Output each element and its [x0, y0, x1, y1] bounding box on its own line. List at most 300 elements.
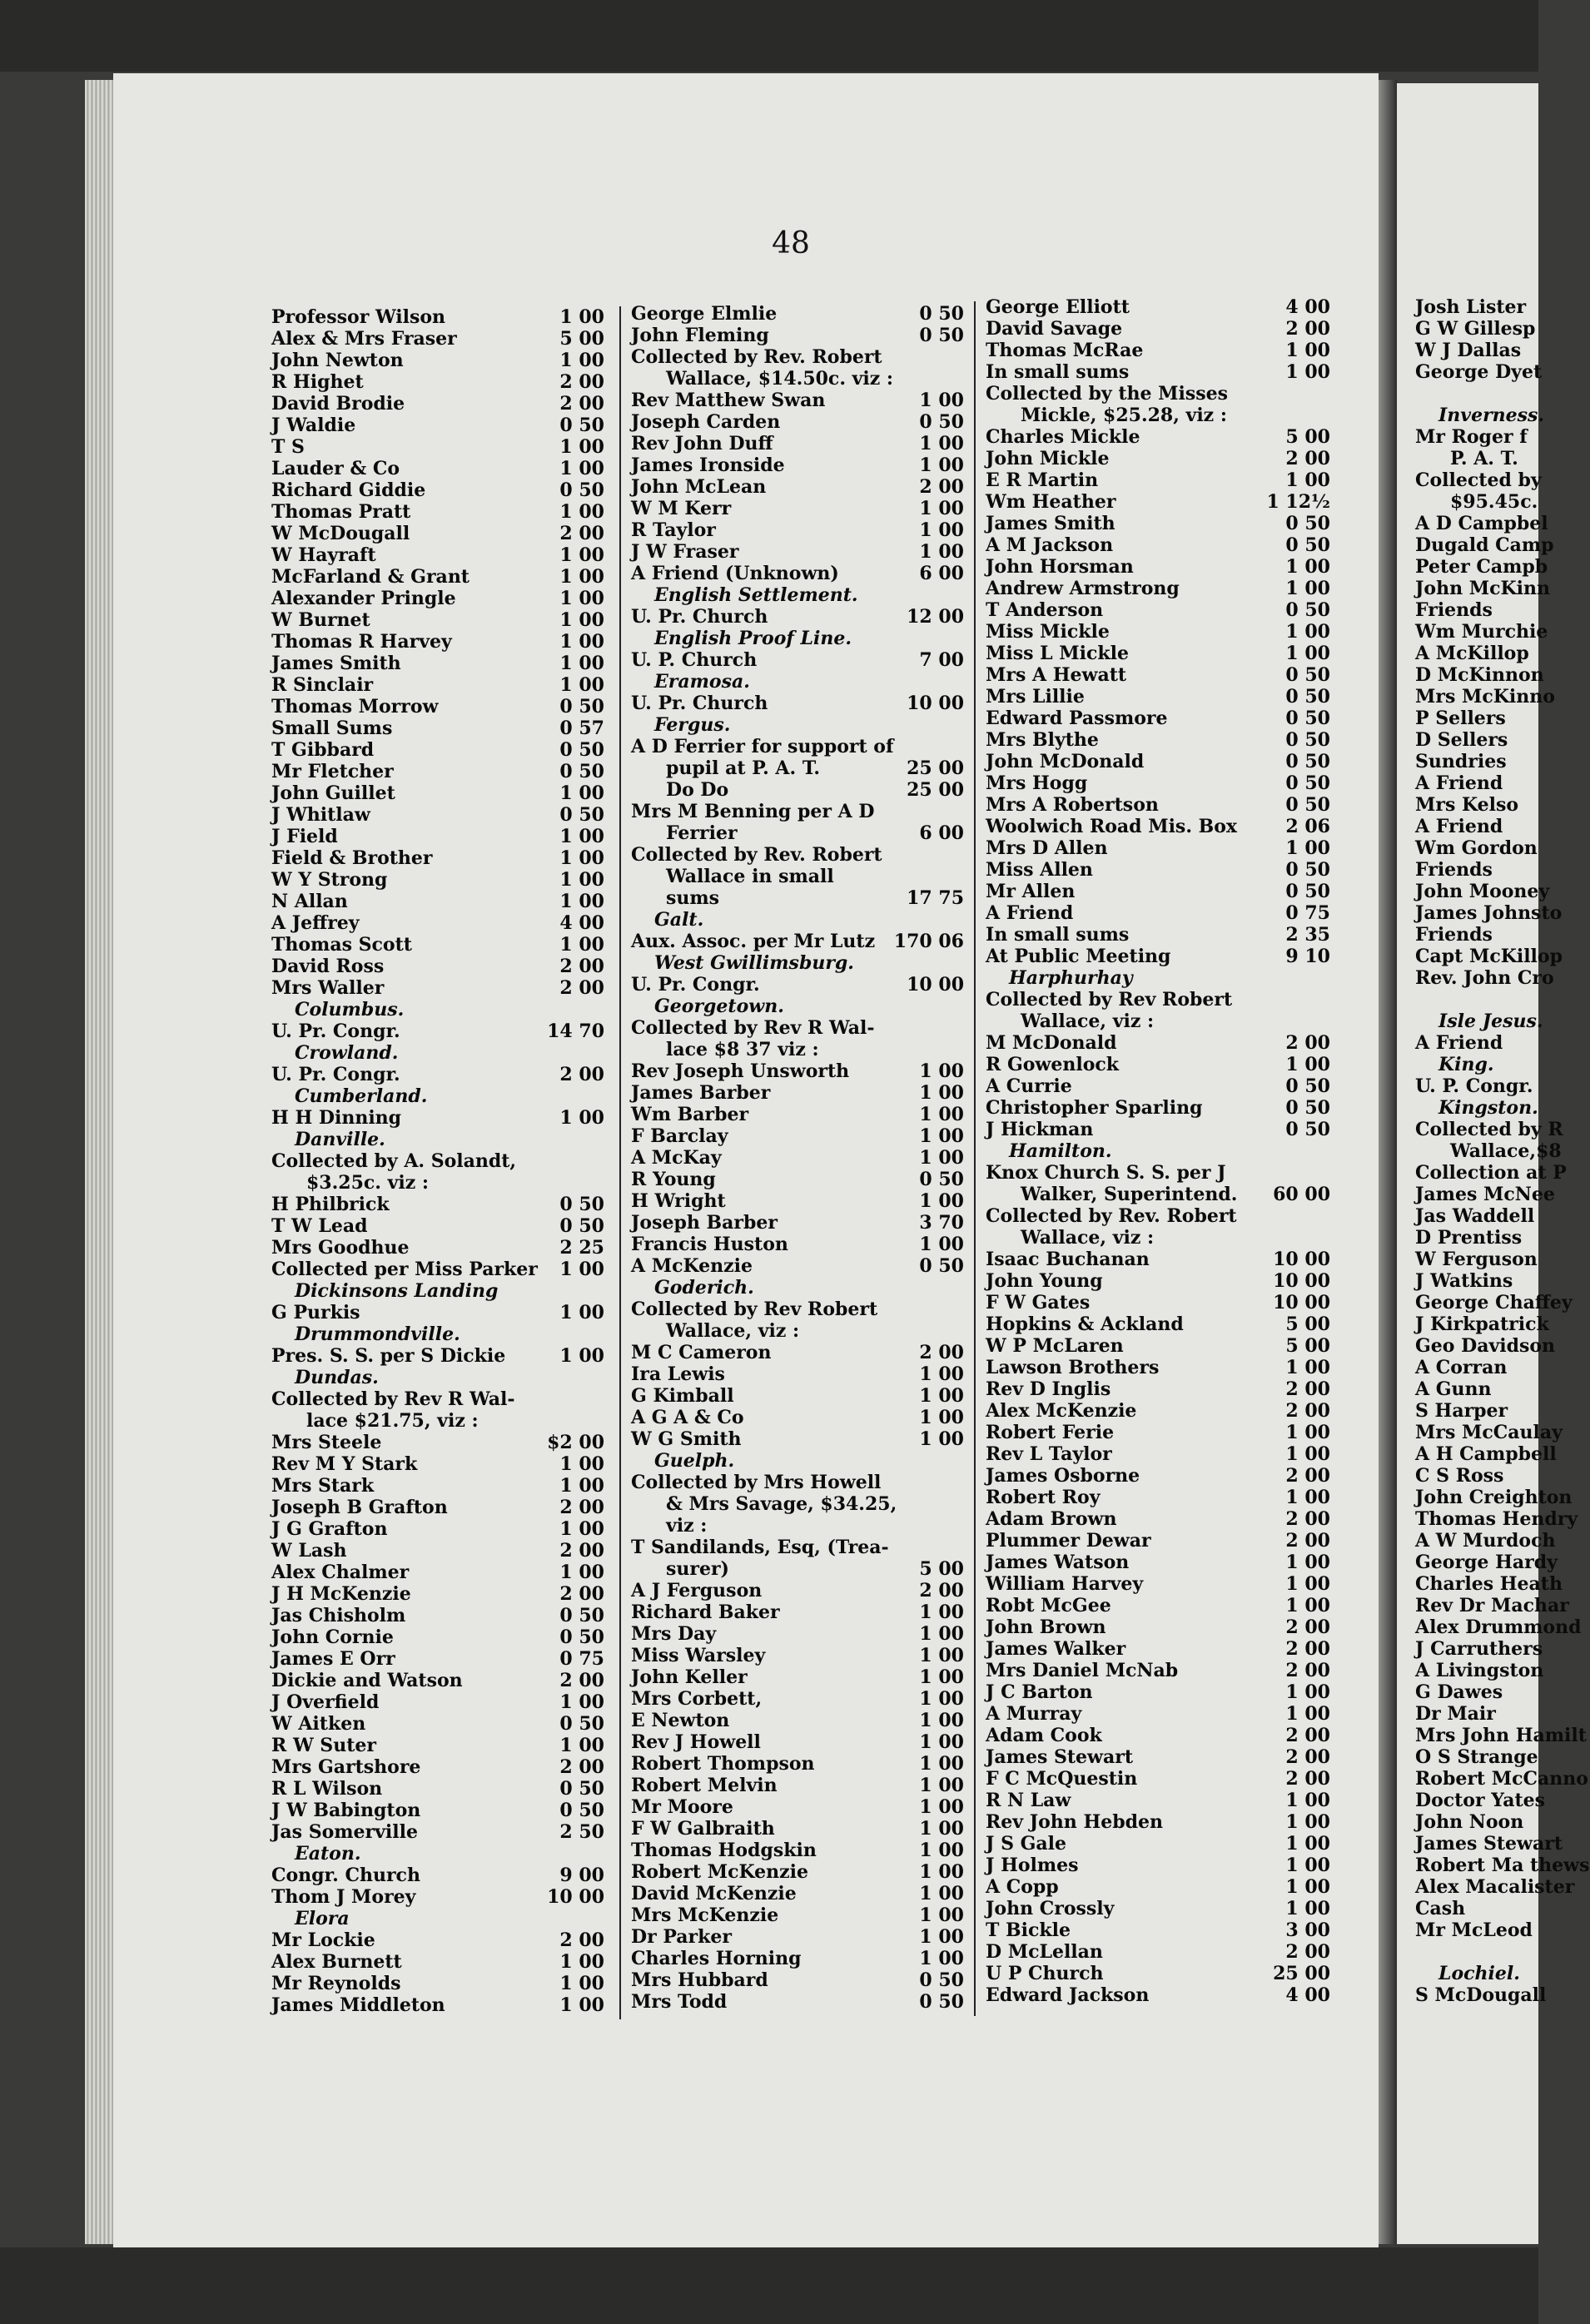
amount: 1 00: [919, 1926, 964, 1948]
contributor-name: R N Law: [986, 1790, 1071, 1811]
list-item: [631, 1515, 964, 1537]
contributor-name: U. Pr. Church: [631, 693, 768, 714]
amount: [882, 844, 964, 866]
amount: 2 50: [559, 1821, 604, 1843]
amount: 1 00: [919, 390, 964, 411]
list-item: [986, 578, 1330, 599]
amount: [866, 952, 964, 974]
amount: 1 00: [559, 869, 604, 891]
contributor-name: H H Dinning: [271, 1107, 402, 1129]
amount: 1 00: [919, 1666, 964, 1688]
list-item: [986, 361, 1330, 383]
list-item: [986, 1184, 1330, 1205]
book-gutter: [1379, 80, 1397, 2244]
list-item: [631, 1082, 964, 1104]
contributor-name: James E Orr: [271, 1648, 395, 1670]
list-item: [986, 1465, 1330, 1487]
list-item: [1415, 426, 1557, 448]
contributor-name: Friends: [1415, 599, 1493, 621]
list-item: [271, 847, 604, 869]
amount: 1 00: [559, 653, 604, 674]
place-heading: [986, 967, 1330, 989]
contributor-name: David Savage: [986, 318, 1123, 340]
amount: 1 00: [559, 826, 604, 847]
list-item: [1415, 1270, 1557, 1292]
list-item: [271, 674, 604, 696]
amount: [1232, 405, 1330, 426]
amount: 2 25: [559, 1237, 604, 1259]
list-item: [271, 1626, 604, 1648]
list-item: [631, 1190, 964, 1212]
contributor-name: At Public Meeting: [986, 946, 1171, 967]
list-item: [986, 1508, 1330, 1530]
list-item: [271, 934, 604, 956]
amount: [504, 1172, 604, 1194]
contributor-name: F W Gates: [986, 1292, 1091, 1313]
contributor-name: Guelph.: [654, 1450, 735, 1472]
contributor-name: T W Lead: [271, 1215, 368, 1237]
contributor-name: J Watkins: [1415, 1270, 1513, 1292]
list-item: [986, 1660, 1330, 1681]
list-item: [271, 415, 604, 436]
contributor-name: J S Gale: [986, 1833, 1067, 1855]
contributor-name: Mr Allen: [986, 881, 1076, 902]
amount: 1 00: [919, 1190, 964, 1212]
list-item: [631, 1320, 964, 1342]
contributor-name: Adam Cook: [986, 1725, 1102, 1746]
amount: 10 00: [907, 974, 964, 996]
amount: 1 00: [1285, 1573, 1330, 1595]
contributor-name: C S Ross: [1415, 1465, 1504, 1487]
contributor-name: Collected by the Misses: [986, 383, 1228, 405]
list-item: [271, 1691, 604, 1713]
contributor-name: A Friend: [1415, 816, 1503, 837]
contributor-name: J Whitlaw: [271, 804, 370, 826]
amount: 1 00: [1285, 1790, 1330, 1811]
amount: 2 00: [1285, 318, 1330, 340]
amount: 2 00: [559, 1583, 604, 1605]
amount: 2 35: [1285, 924, 1330, 946]
contributor-name: Wallace, viz :: [666, 1320, 800, 1342]
list-item: [271, 761, 604, 782]
place-heading: [271, 999, 604, 1020]
contributor-name: George Hardy: [1415, 1552, 1558, 1573]
amount: 2 00: [559, 1929, 604, 1951]
amount: 0 50: [919, 325, 964, 346]
contributor-name: Collected by R: [1415, 1119, 1563, 1140]
list-item: [1415, 1508, 1578, 1530]
list-item: [271, 891, 604, 912]
list-item: [1415, 1530, 1557, 1552]
contributor-name: Jas Waddell: [1415, 1205, 1535, 1227]
list-item: [631, 1818, 964, 1840]
contributor-name: English Proof Line.: [654, 628, 852, 649]
list-item: [1415, 946, 1563, 967]
amount: 0 50: [1285, 1119, 1330, 1140]
list-item: [986, 383, 1330, 405]
list-item: [631, 1710, 964, 1731]
list-item: [986, 556, 1330, 578]
contributor-name: John McKinn: [1415, 578, 1550, 599]
place-heading: [271, 1843, 604, 1865]
amount: [874, 801, 964, 822]
contributor-name: Mrs Day: [631, 1623, 717, 1645]
amount: [866, 714, 964, 736]
amount: 1 00: [1285, 556, 1330, 578]
contributor-name: Thomas Morrow: [271, 696, 439, 718]
contributor-name: A D Campbel: [1415, 513, 1548, 534]
list-item: [1415, 859, 1557, 881]
amount: 2 00: [559, 371, 604, 393]
amount: 0 50: [1285, 686, 1330, 708]
contributor-name: Thomas Pratt: [271, 501, 411, 523]
list-item: [271, 1432, 604, 1453]
list-item: [631, 1363, 964, 1385]
contributor-name: Edward Passmore: [986, 708, 1168, 729]
list-item: [1415, 1660, 1557, 1681]
list-item: [1415, 1357, 1557, 1378]
contributor-name: G W Gillesp: [1415, 318, 1536, 340]
amount: 1 00: [559, 1994, 604, 2016]
amount: 1 00: [1285, 1876, 1330, 1898]
list-item: [631, 1407, 964, 1428]
list-item: [631, 519, 964, 541]
amount: 3 70: [919, 1212, 964, 1234]
list-item: [986, 469, 1330, 491]
list-item: [631, 1472, 964, 1493]
list-item: [986, 1746, 1330, 1768]
amount: 1 00: [1285, 1422, 1330, 1443]
list-item: [1415, 1313, 1557, 1335]
list-item: [271, 1020, 604, 1042]
amount: 1 00: [559, 1562, 604, 1583]
contributor-name: John Brown: [986, 1616, 1106, 1638]
list-item: [271, 1497, 604, 1518]
contributor-name: Mickle, $25.28, viz :: [1021, 405, 1227, 426]
list-item: [1415, 1573, 1563, 1595]
amount: 60 00: [1273, 1184, 1330, 1205]
amount: 1 00: [1285, 1811, 1330, 1833]
contributor-name: Collected by Rev. Robert: [631, 346, 882, 368]
contributor-name: Mrs D Allen: [986, 837, 1108, 859]
amount: 9 00: [559, 1865, 604, 1886]
list-item: [631, 1558, 964, 1580]
contributor-name: James Walker: [986, 1638, 1126, 1660]
contributor-name: A J Ferguson: [631, 1580, 763, 1601]
list-item: [631, 303, 964, 325]
amount: [866, 1039, 964, 1060]
contributor-name: Mrs McCaulay: [1415, 1422, 1563, 1443]
amount: 1 00: [919, 1428, 964, 1450]
list-item: [631, 606, 964, 628]
list-item: [1415, 1855, 1590, 1876]
list-item: [1415, 1984, 1557, 2006]
amount: 1 00: [1285, 1054, 1330, 1075]
list-item: [1415, 1833, 1563, 1855]
contributor-name: T Sandilands, Esq, (Trea-: [631, 1537, 889, 1558]
contributor-name: Wallace in small: [666, 866, 834, 887]
list-item: [271, 501, 604, 523]
amount: 4 00: [1285, 1984, 1330, 2006]
amount: 1 00: [559, 1475, 604, 1497]
list-item: [271, 1951, 604, 1973]
list-item: [631, 1623, 964, 1645]
contributor-name: Mrs John Hamilt: [1415, 1725, 1587, 1746]
contributor-name: Collected by Rev R Wal-: [631, 1017, 875, 1039]
list-item: [631, 1212, 964, 1234]
list-item: [631, 1580, 964, 1601]
amount: 0 50: [1285, 1075, 1330, 1097]
contributor-name: George Elmlie: [631, 303, 778, 325]
contributor-name: Mrs Gartshore: [271, 1756, 421, 1778]
contributor-name: A Murray: [986, 1703, 1082, 1725]
list-item: [1415, 1443, 1557, 1465]
amount: 1 00: [919, 541, 964, 563]
contributor-name: W Hayraft: [271, 544, 376, 566]
amount: 1 00: [1285, 1681, 1330, 1703]
list-item: [271, 912, 604, 934]
list-item: [986, 643, 1330, 664]
contributor-name: Georgetown.: [654, 996, 784, 1017]
amount: 2 06: [1285, 816, 1330, 837]
contributor-name: Rev John Duff: [631, 433, 773, 454]
contributor-name: King.: [1438, 1054, 1494, 1075]
amount: 0 50: [1285, 772, 1330, 794]
contributor-name: In small sums: [986, 924, 1130, 946]
amount: 1 00: [1285, 643, 1330, 664]
contributor-name: Collection at P: [1415, 1162, 1567, 1184]
amount: 2 00: [1285, 1941, 1330, 1963]
contributor-name: Congr. Church: [271, 1865, 420, 1886]
list-item: [1415, 578, 1557, 599]
amount: 1 00: [919, 1385, 964, 1407]
contributor-name: W Lash: [271, 1540, 347, 1562]
contributor-name: John Guillet: [271, 782, 395, 804]
contributor-name: Charles Heath: [1415, 1573, 1563, 1595]
amount: 1 00: [1285, 1833, 1330, 1855]
list-item: [986, 902, 1330, 924]
list-item: [631, 563, 964, 584]
contributor-name: John Fleming: [631, 325, 769, 346]
contributor-name: Mrs Goodhue: [271, 1237, 410, 1259]
list-item: [986, 1075, 1330, 1097]
contributor-name: Wallace,$8: [1450, 1140, 1562, 1162]
contributor-name: Robert McCanno: [1415, 1768, 1588, 1790]
contributor-name: R L Wilson: [271, 1778, 383, 1800]
contributor-name: W Aitken: [271, 1713, 366, 1735]
list-item: [986, 946, 1330, 967]
contributor-name: Mrs Kelso: [1415, 794, 1519, 816]
contributor-name: Robert Ma thews: [1415, 1855, 1590, 1876]
list-item: [271, 371, 604, 393]
amount: 1 00: [559, 1691, 604, 1713]
amount: 0 50: [559, 696, 604, 718]
contributor-name: Elora: [295, 1908, 350, 1929]
amount: 2 00: [919, 1342, 964, 1363]
amount: 0 50: [919, 411, 964, 433]
amount: 1 00: [559, 1951, 604, 1973]
list-item: [1415, 816, 1557, 837]
contributor-name: Eaton.: [295, 1843, 361, 1865]
amount: [889, 1537, 964, 1558]
list-item: [986, 340, 1330, 361]
amount: 1 00: [559, 934, 604, 956]
list-item: [631, 1255, 964, 1277]
list-item: [631, 346, 964, 368]
amount: [1232, 383, 1330, 405]
place-heading: [1415, 1963, 1557, 1984]
contributor-name: Doctor Yates: [1415, 1790, 1546, 1811]
list-item: [1415, 1703, 1557, 1725]
amount: [504, 1367, 604, 1388]
scan-top-border: [0, 0, 1538, 72]
contributor-name: In small sums: [986, 361, 1130, 383]
contributor-name: John Newton: [271, 350, 404, 371]
contributor-name: Dickie and Watson: [271, 1670, 463, 1691]
amount: 2 00: [559, 393, 604, 415]
contributor-name: Dickinsons Landing: [295, 1280, 499, 1302]
list-item: [1415, 1552, 1557, 1573]
contributor-name: Collected by Rev. Robert: [986, 1205, 1237, 1227]
contributor-name: Richard Giddie: [271, 479, 426, 501]
contributor-name: W J Dallas: [1415, 340, 1522, 361]
place-heading: [271, 1042, 604, 1064]
amount: [866, 996, 964, 1017]
list-item: [1415, 318, 1557, 340]
amount: [866, 909, 964, 931]
list-item: [631, 822, 964, 844]
list-item: [631, 1731, 964, 1753]
amount: 2 00: [559, 1064, 604, 1085]
place-heading: [631, 714, 964, 736]
list-item: [271, 631, 604, 653]
contributor-name: Collected by: [1415, 469, 1542, 491]
contributor-name: John Creighton: [1415, 1487, 1573, 1508]
contributor-name: G Kimball: [631, 1385, 734, 1407]
contributor-name: J Field: [271, 826, 338, 847]
amount: [866, 1515, 964, 1537]
contributor-name: Miss Warsley: [631, 1645, 766, 1666]
list-item: [986, 816, 1330, 837]
amount: 1 00: [559, 1107, 604, 1129]
amount: 10 00: [1273, 1249, 1330, 1270]
contributor-name: Rev L Taylor: [986, 1443, 1112, 1465]
list-item: [631, 1537, 964, 1558]
list-item: [631, 1017, 964, 1039]
facing-page-column: [1415, 296, 1590, 2006]
list-item: [986, 989, 1330, 1011]
list-item: [986, 1422, 1330, 1443]
contributor-name: F Barclay: [631, 1125, 728, 1147]
list-item: [986, 708, 1330, 729]
contributor-name: R Young: [631, 1169, 716, 1190]
list-item: [986, 1681, 1330, 1703]
list-item: [1415, 1400, 1557, 1422]
amount: 1 00: [919, 1775, 964, 1796]
contributor-name: Robert Roy: [986, 1487, 1101, 1508]
place-heading: [631, 628, 964, 649]
contributor-name: H Philbrick: [271, 1194, 390, 1215]
amount: 4 00: [1285, 296, 1330, 318]
list-item: [271, 1237, 604, 1259]
contributor-name: Rev Joseph Unsworth: [631, 1060, 850, 1082]
contributor-name: Ferrier: [666, 822, 738, 844]
amount: 1 00: [919, 1731, 964, 1753]
contributor-name: James Smith: [271, 653, 401, 674]
contributor-name: Knox Church S. S. per J: [986, 1162, 1226, 1184]
contributor-name: John Noon: [1415, 1811, 1524, 1833]
amount: 1 00: [559, 631, 604, 653]
contributor-name: George Elliott: [986, 296, 1130, 318]
contributor-name: F W Galbraith: [631, 1818, 775, 1840]
amount: [504, 1843, 604, 1865]
contributor-name: Collected by Rev Robert: [631, 1299, 878, 1320]
amount: 1 00: [919, 1861, 964, 1883]
contributor-name: Mrs Todd: [631, 1991, 728, 2013]
contributor-name: sums: [666, 887, 720, 909]
amount: 1 00: [919, 1840, 964, 1861]
place-heading: [986, 1140, 1330, 1162]
contributor-name: S Harper: [1415, 1400, 1508, 1422]
amount: 0 50: [1285, 794, 1330, 816]
contributor-name: Robert Ferie: [986, 1422, 1115, 1443]
contributor-name: J G Grafton: [271, 1518, 388, 1540]
list-item: [631, 1147, 964, 1169]
place-heading: [1415, 405, 1557, 426]
amount: 2 00: [1285, 1638, 1330, 1660]
list-item: [271, 804, 604, 826]
contributor-name: Galt.: [654, 909, 704, 931]
amount: 1 00: [919, 1904, 964, 1926]
amount: 1 00: [559, 891, 604, 912]
contributor-name: Thom J Morey: [271, 1886, 416, 1908]
list-item: [986, 859, 1330, 881]
contributor-name: Mrs A Robertson: [986, 794, 1159, 816]
list-item: [271, 1973, 604, 1994]
page-edges: [85, 80, 113, 2244]
amount: 1 00: [559, 350, 604, 371]
amount: 1 00: [1285, 1855, 1330, 1876]
amount: [866, 866, 964, 887]
amount: 1 00: [559, 1259, 604, 1280]
list-item: [986, 1270, 1330, 1292]
amount: 1 00: [1285, 340, 1330, 361]
contributor-name: Thomas Scott: [271, 934, 412, 956]
amount: 0 50: [559, 1713, 604, 1735]
contributor-name: Wm Heather: [986, 491, 1116, 513]
list-item: [986, 599, 1330, 621]
amount: 0 50: [1285, 513, 1330, 534]
amount: 0 50: [1285, 664, 1330, 686]
list-item: [271, 1302, 604, 1323]
amount: 0 75: [1285, 902, 1330, 924]
list-item: [1415, 772, 1557, 794]
list-item: [1415, 1941, 1557, 1963]
list-item: [1415, 1746, 1557, 1768]
amount: [866, 1277, 964, 1299]
contributor-name: Capt McKillop: [1415, 946, 1563, 967]
list-item: [631, 1169, 964, 1190]
contributor-name: A H Campbell: [1415, 1443, 1557, 1465]
contributor-name: J Kirkpatrick: [1415, 1313, 1549, 1335]
list-item: [986, 491, 1330, 513]
contributor-name: Francis Huston: [631, 1234, 788, 1255]
amount: 1 00: [559, 1453, 604, 1475]
list-item: [271, 718, 604, 739]
list-item: [986, 1833, 1330, 1855]
amount: 1 00: [919, 1645, 964, 1666]
list-item: [1415, 1119, 1563, 1140]
